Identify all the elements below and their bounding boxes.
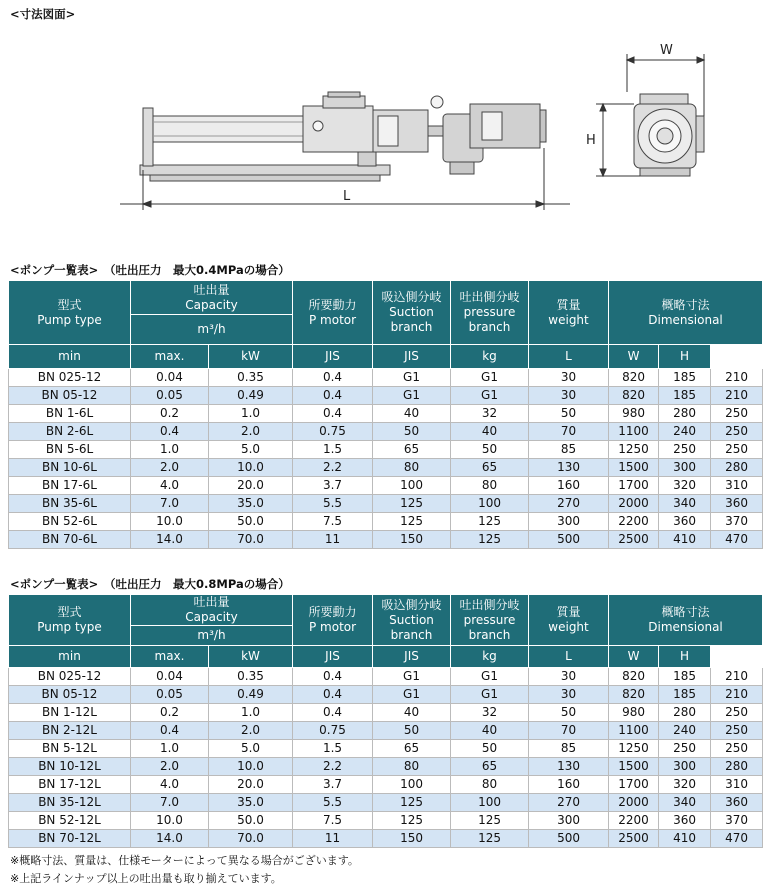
table-cell: 1.0	[209, 704, 293, 722]
table-row	[9, 513, 763, 531]
unit-header: max.	[131, 646, 209, 668]
table-cell: 125	[451, 830, 529, 848]
table-cell: 100	[451, 794, 529, 812]
pump-model-cell: BN 1-12L	[9, 704, 131, 722]
unit-header: kW	[209, 646, 293, 668]
table-cell: 32	[451, 405, 529, 423]
table-row	[9, 722, 763, 740]
unit-header: kW	[209, 345, 293, 369]
table-row	[9, 477, 763, 495]
table-cell: 7.5	[293, 513, 373, 531]
table-cell: 210	[711, 387, 763, 405]
table-cell: 320	[659, 477, 711, 495]
table-cell: 0.4	[293, 369, 373, 387]
table-cell: 340	[659, 495, 711, 513]
table-cell: 65	[373, 740, 451, 758]
table-cell: 125	[451, 812, 529, 830]
length-label: L	[343, 189, 351, 204]
table-cell: 360	[659, 812, 711, 830]
table-cell: 30	[529, 387, 609, 405]
table-cell: 980	[609, 405, 659, 423]
unit-header: W	[609, 345, 659, 369]
pump-side-view	[140, 92, 546, 181]
table-cell: 65	[451, 758, 529, 776]
pump-model-cell: BN 025-12	[9, 369, 131, 387]
table-cell: G1	[373, 387, 451, 405]
table-cell: 0.05	[131, 686, 209, 704]
table-cell: G1	[373, 668, 451, 686]
note-dimensions: ※概略寸法、質量は、仕様モーターによって異なる場合がございます。	[10, 854, 359, 867]
table-cell: 210	[711, 686, 763, 704]
table-cell: 2.0	[209, 722, 293, 740]
table-cell: 1100	[609, 423, 659, 441]
table-cell: 5.0	[209, 740, 293, 758]
table-cell: 300	[659, 758, 711, 776]
table-cell: 80	[373, 459, 451, 477]
table-cell: 7.5	[293, 812, 373, 830]
table-cell: 270	[529, 794, 609, 812]
header-pump-type: 型式 Pump type	[9, 595, 131, 646]
note-lineup: ※上記ラインナップ以上の吐出量も取り揃えています。	[10, 872, 282, 885]
table-cell: 4.0	[131, 776, 209, 794]
table-cell: 4.0	[131, 477, 209, 495]
table-cell: 820	[609, 369, 659, 387]
table-cell: 40	[451, 722, 529, 740]
pump-model-cell: BN 52-12L	[9, 812, 131, 830]
table-cell: 1100	[609, 722, 659, 740]
table-cell: 50	[373, 423, 451, 441]
table-cell: 340	[659, 794, 711, 812]
header-motor: 所要動力 P motor	[293, 281, 373, 345]
table-cell: 1.5	[293, 740, 373, 758]
table-cell: 125	[373, 495, 451, 513]
table-cell: 40	[451, 423, 529, 441]
table-cell: 280	[659, 704, 711, 722]
table-cell: 320	[659, 776, 711, 794]
table-cell: 10.0	[131, 812, 209, 830]
pump-model-cell: BN 10-6L	[9, 459, 131, 477]
table-cell: 1700	[609, 776, 659, 794]
table-cell: 210	[711, 668, 763, 686]
unit-header: JIS	[373, 345, 451, 369]
table-cell: 3.7	[293, 477, 373, 495]
table-row	[9, 686, 763, 704]
table-cell: 50	[451, 740, 529, 758]
pump-table-08mpa	[8, 594, 763, 848]
table-cell: 2.0	[131, 758, 209, 776]
table-cell: 50.0	[209, 513, 293, 531]
table-cell: 470	[711, 830, 763, 848]
table-cell: 300	[659, 459, 711, 477]
table-cell: 2200	[609, 513, 659, 531]
table-cell: 280	[659, 405, 711, 423]
table-row	[9, 812, 763, 830]
table-cell: 2500	[609, 531, 659, 549]
unit-header: min	[9, 646, 131, 668]
table-cell: 185	[659, 668, 711, 686]
table-cell: 2500	[609, 830, 659, 848]
table-cell: 0.4	[293, 668, 373, 686]
table-row	[9, 369, 763, 387]
table-cell: 370	[711, 513, 763, 531]
table-row	[9, 495, 763, 513]
unit-header: kg	[451, 646, 529, 668]
header-capacity: 吐出量 Capacity	[131, 281, 293, 315]
height-dimension	[596, 104, 640, 176]
unit-header: JIS	[373, 646, 451, 668]
table-cell: 0.2	[131, 704, 209, 722]
table-cell: 0.75	[293, 722, 373, 740]
table-cell: 40	[373, 704, 451, 722]
table-cell: 250	[659, 441, 711, 459]
table-cell: 50.0	[209, 812, 293, 830]
height-label: H	[586, 133, 596, 148]
header-capacity: 吐出量 Capacity	[131, 595, 293, 626]
table-cell: 11	[293, 830, 373, 848]
table-cell: 0.75	[293, 423, 373, 441]
units-row	[9, 345, 763, 369]
pump-front-view	[634, 94, 704, 176]
table-cell: 70.0	[209, 830, 293, 848]
table-cell: 0.35	[209, 668, 293, 686]
table-cell: 130	[529, 459, 609, 477]
table-cell: 0.4	[293, 704, 373, 722]
table-title-08mpa: <ポンプ一覧表> （吐出圧力 最大0.8MPaの場合）	[10, 577, 290, 591]
unit-header: JIS	[293, 646, 373, 668]
table-cell: 160	[529, 477, 609, 495]
table-cell: 85	[529, 740, 609, 758]
table-cell: 2.2	[293, 459, 373, 477]
table-cell: 35.0	[209, 794, 293, 812]
table-cell: 980	[609, 704, 659, 722]
header-motor: 所要動力 P motor	[293, 595, 373, 646]
table-cell: 0.2	[131, 405, 209, 423]
table-cell: 20.0	[209, 776, 293, 794]
table-cell: 310	[711, 477, 763, 495]
table-cell: 65	[373, 441, 451, 459]
table-cell: 70.0	[209, 531, 293, 549]
table-cell: 1250	[609, 740, 659, 758]
units-row	[9, 646, 763, 668]
table-cell: 80	[373, 758, 451, 776]
table-cell: 470	[711, 531, 763, 549]
table-cell: 370	[711, 812, 763, 830]
table-cell: 2200	[609, 812, 659, 830]
table-cell: 30	[529, 686, 609, 704]
table-cell: 10.0	[131, 513, 209, 531]
header-dimensional: 概略寸法 Dimensional	[609, 281, 763, 345]
drawing-title: <寸法図面>	[10, 7, 76, 21]
table-cell: 250	[711, 405, 763, 423]
table-cell: 20.0	[209, 477, 293, 495]
table-cell: 14.0	[131, 830, 209, 848]
table-cell: 11	[293, 531, 373, 549]
table-cell: 250	[711, 704, 763, 722]
table-cell: 270	[529, 495, 609, 513]
pump-model-cell: BN 1-6L	[9, 405, 131, 423]
table-cell: 100	[451, 495, 529, 513]
header-pressure: 吐出側分岐 pressure branch	[451, 595, 529, 646]
table-cell: 280	[711, 459, 763, 477]
table-cell: 50	[373, 722, 451, 740]
table-cell: G1	[373, 369, 451, 387]
table-row	[9, 531, 763, 549]
unit-header: H	[659, 646, 711, 668]
table-cell: 5.5	[293, 495, 373, 513]
table-body-08mpa	[9, 668, 763, 848]
table-cell: 32	[451, 704, 529, 722]
pump-model-cell: BN 2-6L	[9, 423, 131, 441]
table-cell: 0.4	[293, 405, 373, 423]
pump-model-cell: BN 2-12L	[9, 722, 131, 740]
table-cell: 7.0	[131, 794, 209, 812]
table-cell: 0.4	[131, 722, 209, 740]
table-cell: 2000	[609, 495, 659, 513]
pump-model-cell: BN 05-12	[9, 387, 131, 405]
unit-header: H	[659, 345, 711, 369]
table-cell: 1250	[609, 441, 659, 459]
table-cell: 1.5	[293, 441, 373, 459]
header-dimensional: 概略寸法 Dimensional	[609, 595, 763, 646]
table-cell: 300	[529, 513, 609, 531]
header-weight: 質量 weight	[529, 595, 609, 646]
pump-model-cell: BN 5-6L	[9, 441, 131, 459]
table-cell: G1	[451, 369, 529, 387]
table-row	[9, 668, 763, 686]
table-cell: 125	[373, 794, 451, 812]
table-cell: 0.35	[209, 369, 293, 387]
unit-header: min	[9, 345, 131, 369]
table-cell: 70	[529, 722, 609, 740]
table-cell: 0.4	[131, 423, 209, 441]
table-cell: 125	[451, 513, 529, 531]
table-cell: 310	[711, 776, 763, 794]
table-cell: 125	[373, 513, 451, 531]
table-cell: 1.0	[131, 441, 209, 459]
header-capacity-unit: m³/h	[131, 626, 293, 646]
pump-model-cell: BN 5-12L	[9, 740, 131, 758]
table-cell: 0.04	[131, 369, 209, 387]
table-cell: 185	[659, 387, 711, 405]
table-cell: 300	[529, 812, 609, 830]
unit-header: JIS	[293, 345, 373, 369]
table-row	[9, 758, 763, 776]
table-cell: 240	[659, 423, 711, 441]
table-cell: 100	[373, 477, 451, 495]
table-cell: 5.0	[209, 441, 293, 459]
table-row	[9, 830, 763, 848]
table-cell: 360	[659, 513, 711, 531]
table-cell: 1.0	[131, 740, 209, 758]
table-cell: 7.0	[131, 495, 209, 513]
dimension-drawing	[0, 20, 775, 250]
table-cell: 35.0	[209, 495, 293, 513]
unit-header: W	[609, 646, 659, 668]
table-cell: 250	[711, 722, 763, 740]
table-cell: 0.04	[131, 668, 209, 686]
table-cell: 250	[711, 423, 763, 441]
pump-model-cell: BN 35-12L	[9, 794, 131, 812]
header-capacity-unit: m³/h	[131, 315, 293, 345]
table-row	[9, 387, 763, 405]
table-cell: 820	[609, 668, 659, 686]
table-cell: 150	[373, 531, 451, 549]
table-cell: 80	[451, 477, 529, 495]
unit-header: kg	[451, 345, 529, 369]
table-cell: 14.0	[131, 531, 209, 549]
table-cell: 410	[659, 531, 711, 549]
pump-model-cell: BN 70-12L	[9, 830, 131, 848]
table-body-04mpa	[9, 369, 763, 549]
table-title-04mpa: <ポンプ一覧表> （吐出圧力 最大0.4MPaの場合）	[10, 263, 290, 277]
pump-model-cell: BN 17-6L	[9, 477, 131, 495]
table-cell: 0.4	[293, 387, 373, 405]
pump-model-cell: BN 025-12	[9, 668, 131, 686]
table-cell: 210	[711, 369, 763, 387]
table-row	[9, 459, 763, 477]
pump-model-cell: BN 35-6L	[9, 495, 131, 513]
table-cell: 125	[373, 812, 451, 830]
table-cell: 0.05	[131, 387, 209, 405]
table-cell: 70	[529, 423, 609, 441]
unit-header: L	[529, 646, 609, 668]
table-cell: 3.7	[293, 776, 373, 794]
table-cell: 50	[529, 704, 609, 722]
table-cell: 500	[529, 531, 609, 549]
table-row	[9, 740, 763, 758]
table-cell: 250	[711, 740, 763, 758]
table-cell: 250	[659, 740, 711, 758]
table-cell: 1.0	[209, 405, 293, 423]
table-row	[9, 423, 763, 441]
table-row	[9, 794, 763, 812]
table-row	[9, 776, 763, 794]
table-row	[9, 704, 763, 722]
table-cell: 2.2	[293, 758, 373, 776]
unit-header: L	[529, 345, 609, 369]
table-cell: 2.0	[209, 423, 293, 441]
unit-header: max.	[131, 345, 209, 369]
table-cell: 130	[529, 758, 609, 776]
table-cell: 5.5	[293, 794, 373, 812]
table-cell: 160	[529, 776, 609, 794]
table-cell: 0.4	[293, 686, 373, 704]
table-cell: 360	[711, 794, 763, 812]
pump-model-cell: BN 70-6L	[9, 531, 131, 549]
pump-model-cell: BN 10-12L	[9, 758, 131, 776]
table-cell: 2000	[609, 794, 659, 812]
table-cell: 0.49	[209, 387, 293, 405]
header-weight: 質量 weight	[529, 281, 609, 345]
table-cell: 185	[659, 369, 711, 387]
table-cell: 10.0	[209, 758, 293, 776]
table-cell: 100	[373, 776, 451, 794]
table-cell: G1	[451, 387, 529, 405]
table-cell: 1700	[609, 477, 659, 495]
width-label: W	[660, 43, 673, 58]
table-cell: 0.49	[209, 686, 293, 704]
table-cell: 280	[711, 758, 763, 776]
table-cell: 80	[451, 776, 529, 794]
table-cell: 65	[451, 459, 529, 477]
table-cell: 30	[529, 668, 609, 686]
table-cell: 185	[659, 686, 711, 704]
pump-model-cell: BN 52-6L	[9, 513, 131, 531]
table-cell: 1500	[609, 459, 659, 477]
table-row	[9, 441, 763, 459]
table-cell: 820	[609, 387, 659, 405]
table-cell: 360	[711, 495, 763, 513]
pump-table-04mpa	[8, 280, 763, 549]
table-cell: 1500	[609, 758, 659, 776]
table-cell: 410	[659, 830, 711, 848]
table-cell: 40	[373, 405, 451, 423]
header-pressure: 吐出側分岐 pressure branch	[451, 281, 529, 345]
table-cell: 85	[529, 441, 609, 459]
pump-model-cell: BN 17-12L	[9, 776, 131, 794]
table-cell: 2.0	[131, 459, 209, 477]
table-cell: 50	[529, 405, 609, 423]
table-cell: 10.0	[209, 459, 293, 477]
table-cell: G1	[373, 686, 451, 704]
header-suction: 吸込側分岐 Suction branch	[373, 595, 451, 646]
table-cell: G1	[451, 686, 529, 704]
header-suction: 吸込側分岐 Suction branch	[373, 281, 451, 345]
table-cell: 240	[659, 722, 711, 740]
table-cell: 500	[529, 830, 609, 848]
table-cell: 30	[529, 369, 609, 387]
table-cell: 50	[451, 441, 529, 459]
pump-model-cell: BN 05-12	[9, 686, 131, 704]
table-cell: 250	[711, 441, 763, 459]
header-pump-type: 型式 Pump type	[9, 281, 131, 345]
table-row	[9, 405, 763, 423]
table-cell: 820	[609, 686, 659, 704]
table-cell: G1	[451, 668, 529, 686]
table-cell: 150	[373, 830, 451, 848]
table-cell: 125	[451, 531, 529, 549]
